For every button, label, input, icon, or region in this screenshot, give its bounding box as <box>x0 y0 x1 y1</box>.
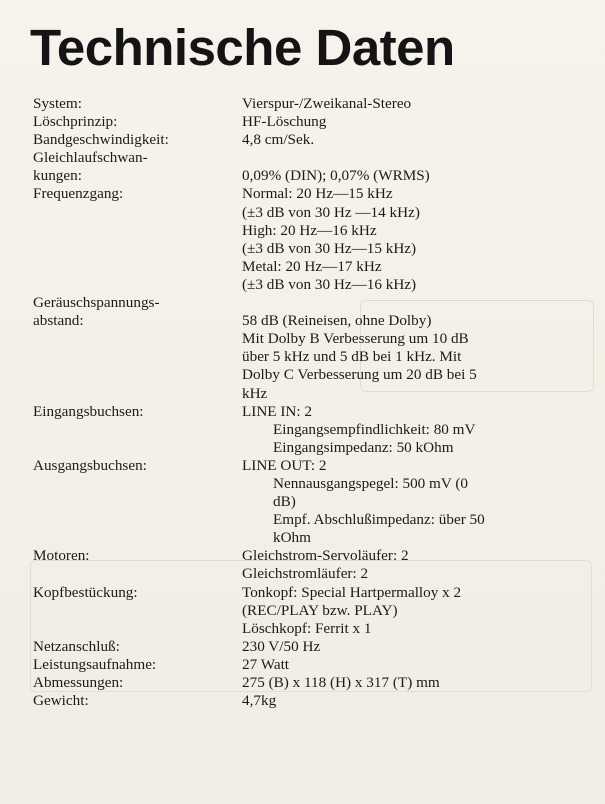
spec-row <box>33 547 573 583</box>
spec-value <box>242 656 573 674</box>
spec-label <box>33 131 242 149</box>
spec-value-line: LINE OUT: 2 <box>242 456 327 474</box>
spec-value <box>242 113 573 131</box>
spec-value <box>242 584 573 638</box>
spec-value <box>242 95 573 113</box>
page-title: Technische Daten <box>30 19 455 76</box>
spec-value-line <box>242 149 573 167</box>
spec-value-line: HF-Löschung <box>242 113 327 131</box>
spec-row <box>33 674 573 692</box>
spec-value <box>242 692 573 710</box>
spec-label <box>33 584 242 602</box>
spec-label-line: Ausgangsbuchsen: <box>33 456 147 474</box>
spec-value-line: über 5 kHz und 5 dB bei 1 kHz. Mit <box>242 348 462 366</box>
spec-value-line: (±3 dB von 30 Hz —14 kHz) <box>242 203 420 221</box>
spec-value-line: Mit Dolby B Verbesserung um 10 dB <box>242 330 469 348</box>
spec-row <box>33 131 573 149</box>
spec-value-line: Eingangsimpedanz: 50 kOhm <box>273 438 454 456</box>
spec-value-line: (REC/PLAY bzw. PLAY) <box>242 601 398 619</box>
spec-value-line: Metal: 20 Hz—17 kHz <box>242 257 382 275</box>
spec-value <box>242 149 573 185</box>
spec-label-line: Kopfbestückung: <box>33 583 138 601</box>
spec-value <box>242 131 573 149</box>
spec-label-line: System: <box>33 95 82 112</box>
spec-row <box>33 113 573 131</box>
spec-value-line: Eingangsempfindlichkeit: 80 mV <box>273 420 476 438</box>
spec-value-line: 0,09% (DIN); 0,07% (WRMS) <box>242 167 430 185</box>
spec-value-line <box>242 294 573 312</box>
spec-value-line: Gleichstrom-Servoläufer: 2 <box>242 547 409 565</box>
spec-label <box>33 95 242 113</box>
spec-value <box>242 638 573 656</box>
spec-label <box>33 674 242 692</box>
spec-label <box>33 547 242 565</box>
spec-value-line: Normal: 20 Hz—15 kHz <box>242 185 393 203</box>
spec-label-line: Abmessungen: <box>33 674 124 691</box>
spec-label-line: Leistungsaufnahme: <box>33 655 157 673</box>
spec-label-line: abstand: <box>33 312 84 330</box>
spec-value-line: 275 (B) x 118 (H) x 317 (T) mm <box>242 674 440 691</box>
spec-label <box>33 692 242 710</box>
spec-label <box>33 149 242 185</box>
spec-label-line: kungen: <box>33 167 82 185</box>
spec-row <box>33 294 573 403</box>
spec-row <box>33 692 573 710</box>
spec-value-line: 4,7kg <box>242 692 277 710</box>
spec-value-line: 58 dB (Reineisen, ohne Dolby) <box>242 312 432 330</box>
spec-value <box>242 294 573 403</box>
spec-value-line: Vierspur-/Zweikanal-Stereo <box>242 95 412 112</box>
spec-value <box>242 457 573 547</box>
spec-label <box>33 113 242 131</box>
spec-label <box>33 656 242 674</box>
spec-label <box>33 457 242 475</box>
spec-value-line: (±3 dB von 30 Hz—15 kHz) <box>242 239 417 257</box>
spec-value <box>242 185 573 294</box>
spec-value-line: dB) <box>273 493 296 511</box>
spec-value-line: Tonkopf: Special Hartpermalloy x 2 <box>242 583 462 601</box>
spec-value-line: 4,8 cm/Sek. <box>242 131 315 149</box>
spec-row <box>33 584 573 638</box>
spec-value-line: Nennausgangspegel: 500 mV (0 <box>273 474 469 492</box>
spec-row <box>33 656 573 674</box>
spec-label <box>33 294 242 330</box>
spec-row <box>33 403 573 457</box>
spec-value-line: (±3 dB von 30 Hz—16 kHz) <box>242 275 417 293</box>
spec-value-line: Empf. Abschlußimpedanz: über 50 <box>273 511 485 529</box>
spec-value <box>242 403 573 457</box>
spec-label-line: Eingangsbuchsen: <box>33 402 144 420</box>
spec-value <box>242 674 573 692</box>
spec-value-line: High: 20 Hz—16 kHz <box>242 221 377 239</box>
spec-row <box>33 457 573 547</box>
spec-value-line: kHz <box>242 384 268 402</box>
spec-value-line: kOhm <box>273 529 311 547</box>
spec-label-line: Motoren: <box>33 547 90 565</box>
spec-label-line: Gleichlaufschwan- <box>33 149 148 167</box>
spec-value-line: Gleichstromläufer: 2 <box>242 565 369 583</box>
spec-table <box>33 95 573 710</box>
spec-label-line: Gewicht: <box>33 692 89 710</box>
spec-value-line: Dolby C Verbesserung um 20 dB bei 5 <box>242 366 477 384</box>
spec-value-line: 230 V/50 Hz <box>242 637 321 655</box>
spec-value-line: Löschkopf: Ferrit x 1 <box>242 619 372 637</box>
spec-label-line: Bandgeschwindigkeit: <box>33 131 169 149</box>
spec-value-line: LINE IN: 2 <box>242 402 313 420</box>
spec-label <box>33 185 242 203</box>
spec-label-line: Netzanschluß: <box>33 637 120 655</box>
spec-label-line: Frequenzgang: <box>33 185 124 203</box>
spec-value-line: 27 Watt <box>242 655 290 673</box>
spec-row <box>33 149 573 185</box>
spec-value <box>242 547 573 583</box>
spec-row <box>33 95 573 113</box>
spec-row <box>33 638 573 656</box>
spec-label <box>33 638 242 656</box>
spec-label-line: Geräuschspannungs- <box>33 294 160 312</box>
spec-label <box>33 403 242 421</box>
spec-label-line: Löschprinzip: <box>33 113 118 131</box>
spec-row <box>33 185 573 294</box>
